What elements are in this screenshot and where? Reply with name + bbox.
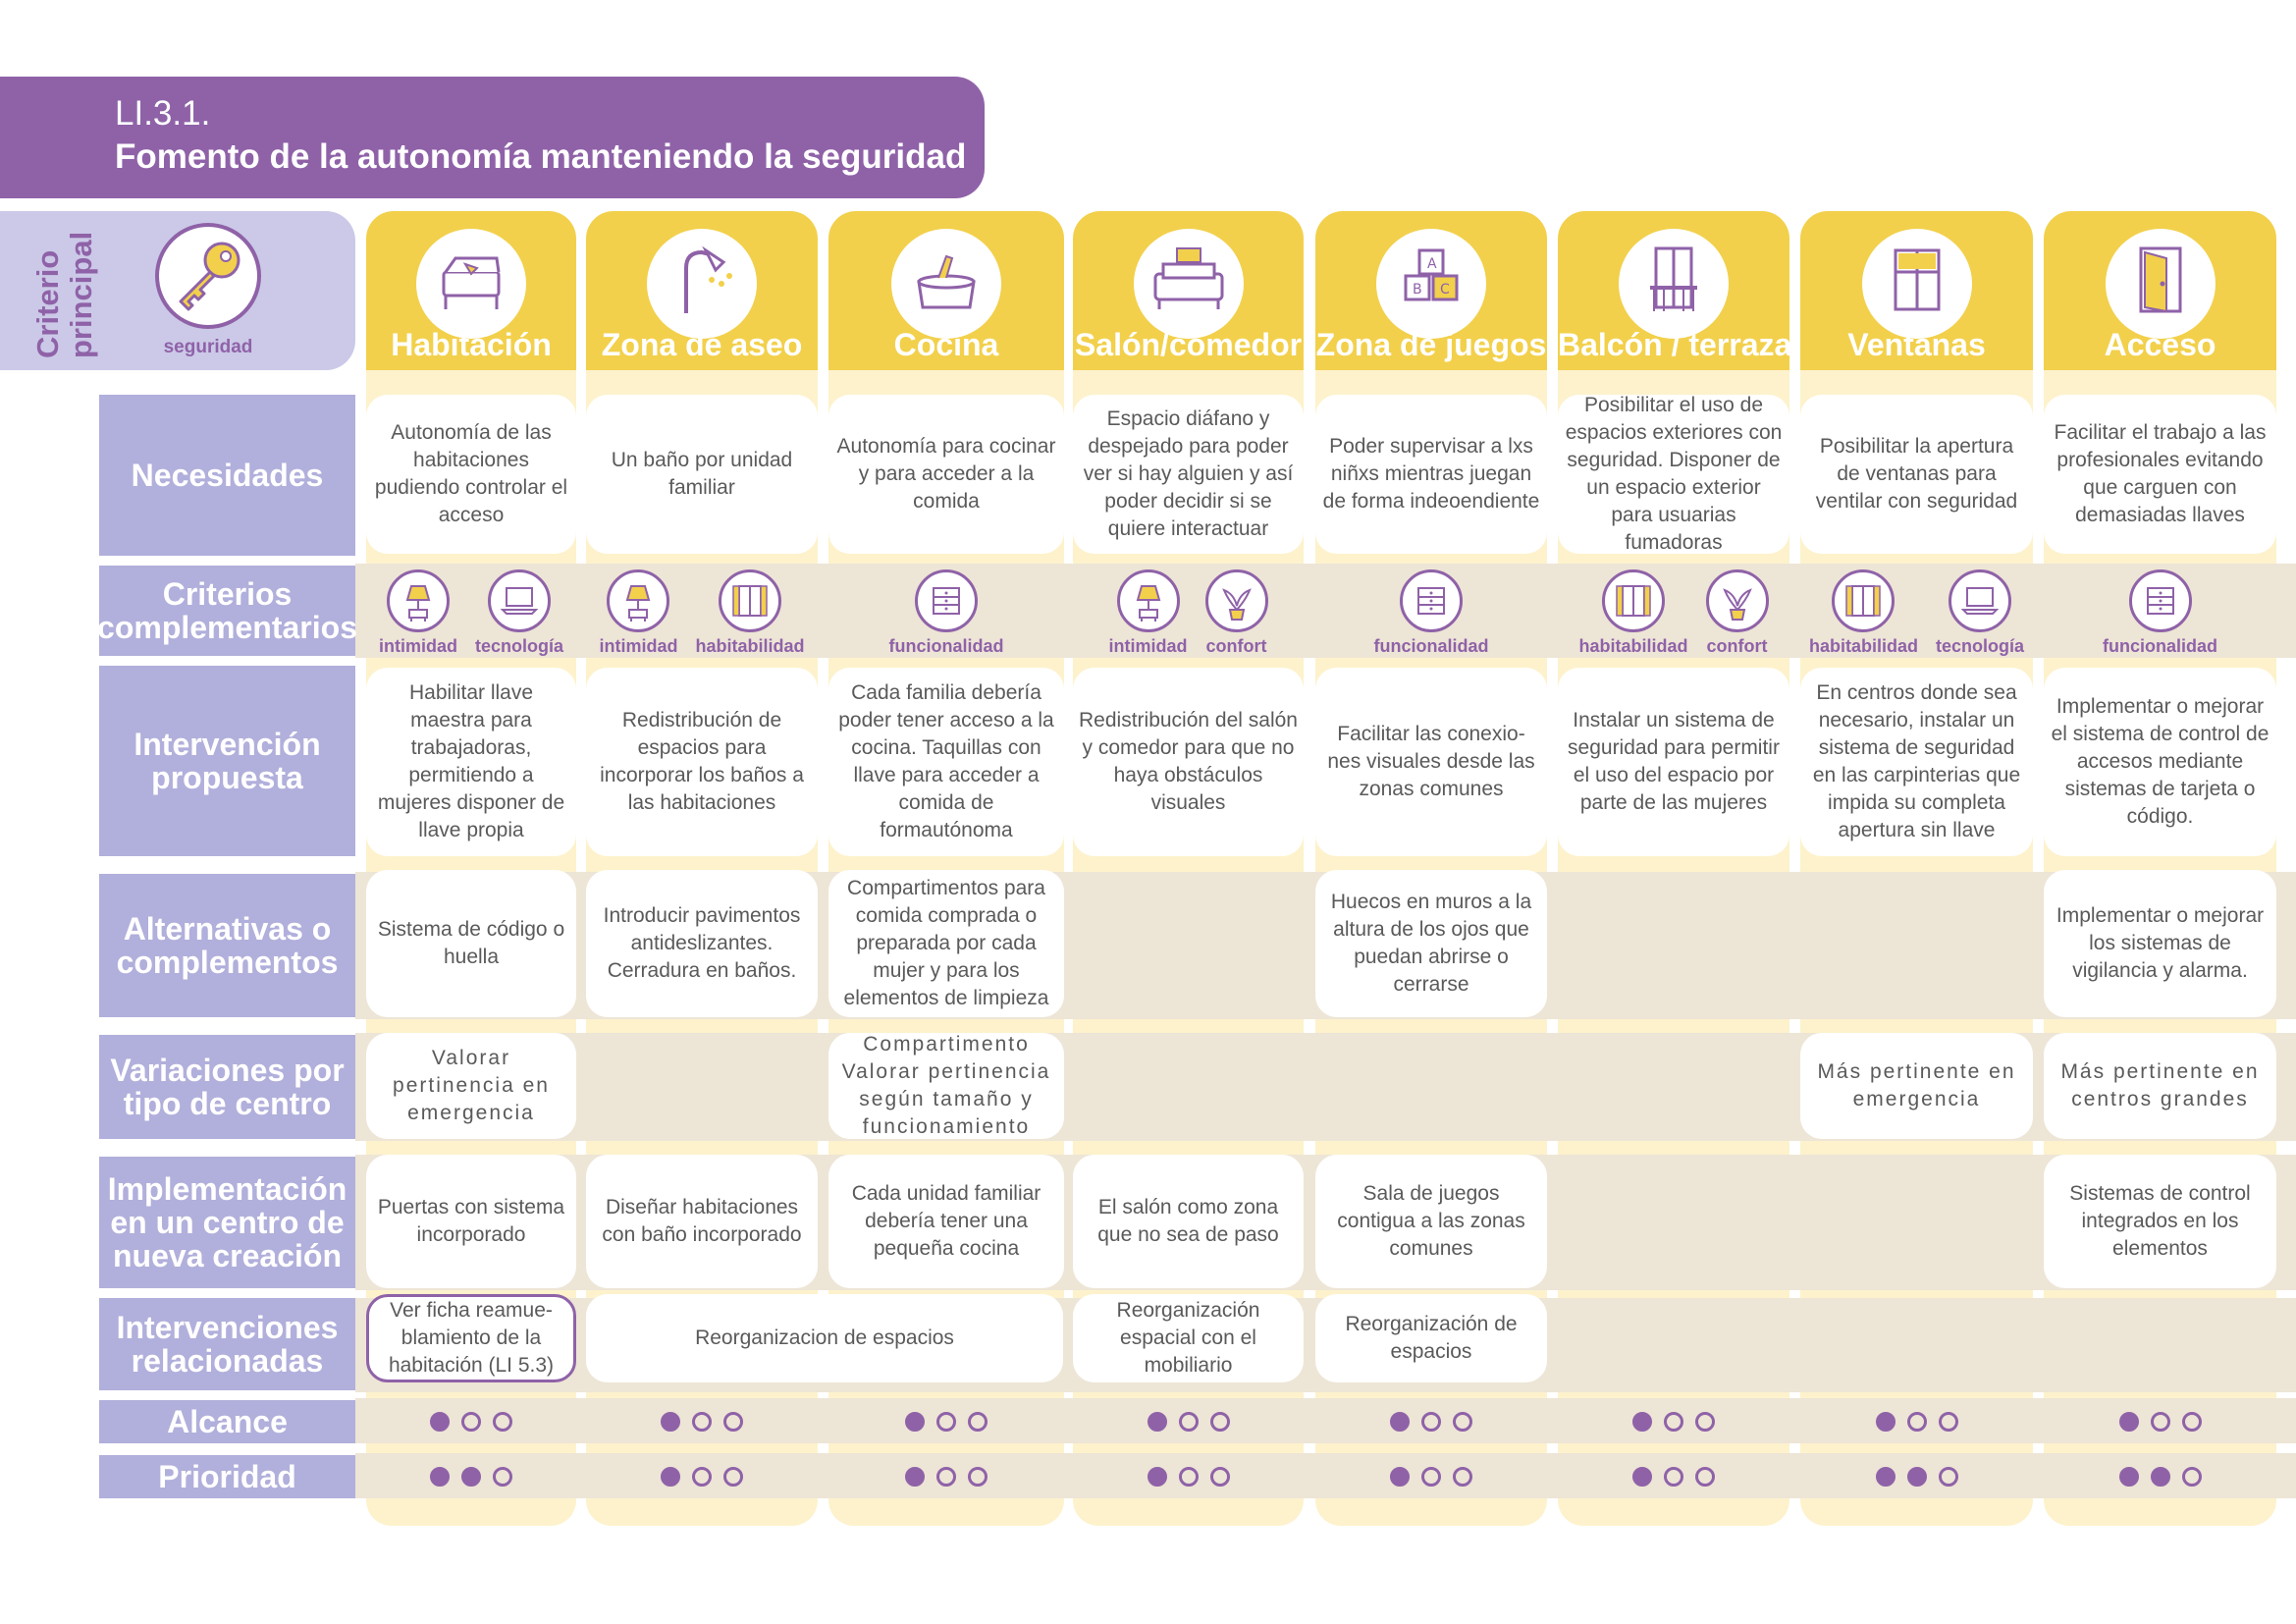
col-5-intervencion-cell: Facilitar las conexio-nes visuales desde las zonas comunes	[1315, 668, 1547, 856]
relacionada-salon: Reorganización espacial con el mobiliario	[1073, 1294, 1304, 1382]
criterio-label: funcionalidad	[1373, 636, 1489, 656]
row-label-implementacion: Implementación en un centro de nueva creación	[99, 1157, 355, 1288]
empty-dot	[2182, 1467, 2202, 1487]
col-4-necesidades-cell: Espacio diáfano y despejado para poder ver si hay alguien y así poder decidir si se quiere interactuar	[1073, 395, 1304, 554]
key-icon	[155, 223, 261, 329]
criterio-funcionalidad	[2103, 569, 2217, 660]
col-5-title: Zona de juegos	[1315, 327, 1547, 362]
sheet-code: LI.3.1.	[115, 94, 211, 133]
pot-icon	[891, 229, 1001, 339]
filled-dot	[1907, 1467, 1927, 1487]
empty-dot	[1179, 1467, 1199, 1487]
col-7-variaciones-cell: Más pertinente en emergencia	[1800, 1033, 2033, 1139]
col-2-alternativas-cell: Introducir pavimentos antideslizantes. Cerradura en baños.	[586, 870, 818, 1017]
col-8-prioridad-rating	[2044, 1455, 2276, 1498]
criterio-label: intimidad	[1108, 636, 1188, 656]
col-1-alcance-rating	[366, 1400, 576, 1443]
criterio-habitabilidad	[695, 569, 804, 660]
col-1-header	[366, 211, 576, 370]
criterio-tecnología	[1936, 569, 2024, 660]
col-5-complementarios	[1315, 569, 1547, 660]
col-5-header	[1315, 211, 1547, 370]
col-1-necesidades-cell: Autonomía de las habitaciones pudiendo controlar el acceso	[366, 395, 576, 554]
criterio-principal	[0, 211, 355, 370]
filled-dot	[1390, 1467, 1410, 1487]
empty-dot	[1939, 1467, 1958, 1487]
col-7-necesidades-cell: Posibilitar la apertura de ventanas para ventilar con seguridad	[1800, 395, 2033, 554]
col-6-prioridad-rating	[1558, 1455, 1789, 1498]
lamp-icon	[1117, 569, 1180, 632]
col-4-header	[1073, 211, 1304, 370]
col-5-alternativas-cell: Huecos en muros a la altura de los ojos que puedan abrirse o cerrarse	[1315, 870, 1547, 1017]
criterio-label: habitabilidad	[1808, 636, 1918, 656]
col-3-header	[828, 211, 1064, 370]
blocks-icon	[1376, 229, 1486, 339]
col-7-alcance-rating	[1800, 1400, 2033, 1443]
criterio-tecnología	[475, 569, 563, 660]
empty-dot	[2151, 1412, 2170, 1432]
col-7-intervencion-cell: En centros donde sea necesario, instalar un sistema de seguridad en las carpinterias que impida su completa apertura sin llave	[1800, 668, 2033, 856]
filled-dot	[430, 1412, 450, 1432]
empty-dot	[968, 1412, 988, 1432]
col-1-complementarios	[366, 569, 576, 660]
filled-dot	[1148, 1467, 1167, 1487]
col-4-implementacion-cell: El salón como zona que no sea de paso	[1073, 1155, 1304, 1288]
door-icon	[2106, 229, 2216, 339]
filled-dot	[661, 1467, 680, 1487]
empty-dot	[1421, 1412, 1441, 1432]
filled-dot	[661, 1412, 680, 1432]
criterio-habitabilidad	[1578, 569, 1687, 660]
svg-text:C: C	[1440, 282, 1450, 298]
empty-dot	[1664, 1467, 1683, 1487]
criterio-intimidad	[379, 569, 457, 660]
col-2-implementacion-cell: Diseñar habitaciones con baño incorporado	[586, 1155, 818, 1288]
criterio-label: habitabilidad	[1578, 636, 1688, 656]
criterio-habitabilidad	[1809, 569, 1918, 660]
col-3-alternativas-cell: Compartimentos para comida comprada o preparada por cada mujer y para los elementos de limpieza	[828, 870, 1064, 1017]
col-4-alcance-rating	[1073, 1400, 1304, 1443]
col-1-alternativas-cell: Sistema de código o huella	[366, 870, 576, 1017]
empty-dot	[1179, 1412, 1199, 1432]
empty-dot	[1695, 1412, 1715, 1432]
filled-dot	[1148, 1412, 1167, 1432]
row-label-alternativas: Alternativas o complementos	[99, 874, 355, 1017]
empty-dot	[1210, 1412, 1230, 1432]
filled-dot	[905, 1467, 925, 1487]
lamp-icon	[607, 569, 669, 632]
col-3-title: Cocina	[893, 327, 999, 362]
col-6-intervencion-cell: Instalar un sistema de seguridad para permitir el uso del espacio por parte de las mujeres	[1558, 668, 1789, 856]
criterio-label: tecnología	[1936, 636, 2025, 656]
shower-icon	[647, 229, 757, 339]
windows-icon	[1862, 229, 1972, 339]
col-5-necesidades-cell: Poder supervisar a lxs niñxs mientras juegan de forma indeoendiente	[1315, 395, 1547, 554]
plant-icon	[1205, 569, 1268, 632]
col-8-title: Acceso	[2104, 327, 2216, 362]
empty-dot	[2182, 1412, 2202, 1432]
dresser-icon	[2129, 569, 2192, 632]
criterio-confort	[1706, 569, 1769, 660]
col-6-alcance-rating	[1558, 1400, 1789, 1443]
col-6-necesidades-cell: Posibilitar el uso de espacios exteriores con seguridad. Disponer de un espacio exterior para usuarias fumadoras	[1558, 395, 1789, 554]
svg-text:A: A	[1427, 256, 1437, 272]
col-2-header	[586, 211, 818, 370]
criterio-principal-name: seguridad	[163, 337, 253, 357]
empty-dot	[723, 1467, 743, 1487]
col-4-complementarios	[1073, 569, 1304, 660]
row-label-intervencion: Intervención propuesta	[99, 666, 355, 856]
svg-text:B: B	[1413, 282, 1422, 298]
relacionada-habitacion[interactable]: Ver ficha reamue-blamiento de la habitación (LI 5.3)	[366, 1294, 576, 1382]
filled-dot	[2119, 1467, 2139, 1487]
col-5-alcance-rating	[1315, 1400, 1547, 1443]
laptop-icon	[1949, 569, 2011, 632]
col-1-implementacion-cell: Puertas con sistema incorporado	[366, 1155, 576, 1288]
filled-dot	[1876, 1467, 1896, 1487]
col-1-prioridad-rating	[366, 1455, 576, 1498]
empty-dot	[723, 1412, 743, 1432]
col-8-implementacion-cell: Sistemas de control integrados en los elementos	[2044, 1155, 2276, 1288]
criterio-funcionalidad	[1374, 569, 1489, 660]
col-8-complementarios	[2044, 569, 2276, 660]
col-1-intervencion-cell: Habilitar llave maestra para trabajadoras, permitiendo a mujeres disponer de llave propia	[366, 668, 576, 856]
row-label-alcance: Alcance	[99, 1400, 355, 1443]
col-3-variaciones-cell: Compartimento Valorar pertinencia según tamaño y funcionamiento	[828, 1033, 1064, 1139]
col-1-title: Habitación	[391, 327, 552, 362]
empty-dot	[936, 1412, 956, 1432]
empty-dot	[1664, 1412, 1683, 1432]
empty-dot	[1695, 1467, 1715, 1487]
empty-dot	[1210, 1467, 1230, 1487]
filled-dot	[430, 1467, 450, 1487]
col-6-header	[1558, 211, 1792, 370]
col-3-implementacion-cell: Cada unidad familiar debería tener una pequeña cocina	[828, 1155, 1064, 1288]
relacionada-aseo-cocina: Reorganizacion de espacios	[586, 1294, 1063, 1382]
row-label-necesidades: Necesidades	[99, 395, 355, 556]
empty-dot	[493, 1467, 512, 1487]
window-icon	[1832, 569, 1895, 632]
page-title: Fomento de la autonomía manteniendo la seguridad	[115, 137, 967, 176]
empty-dot	[1421, 1467, 1441, 1487]
col-3-alcance-rating	[828, 1400, 1064, 1443]
col-5-implementacion-cell: Sala de juegos contigua a las zonas comunes	[1315, 1155, 1547, 1288]
col-1-variaciones-cell: Valorar pertinencia en emergencia	[366, 1033, 576, 1139]
empty-dot	[1453, 1412, 1472, 1432]
col-8-alternativas-cell: Implementar o mejorar los sistemas de vigilancia y alarma.	[2044, 870, 2276, 1017]
filled-dot	[1632, 1467, 1652, 1487]
filled-dot	[2151, 1467, 2170, 1487]
criterio-confort	[1205, 569, 1268, 660]
empty-dot	[1453, 1467, 1472, 1487]
col-3-necesidades-cell: Autonomía para cocinar y para acceder a la comida	[828, 395, 1064, 554]
lamp-icon	[387, 569, 450, 632]
window-icon	[719, 569, 781, 632]
empty-dot	[968, 1467, 988, 1487]
row-label-criterios: Criterios complementarios	[99, 566, 355, 656]
criterio-label: habitabilidad	[695, 636, 805, 656]
col-6-title: Balcón / terraza	[1558, 327, 1792, 362]
empty-dot	[1907, 1412, 1927, 1432]
relacionada-juegos: Reorganización de espacios	[1315, 1294, 1547, 1382]
criterio-label: funcionalidad	[888, 636, 1004, 656]
bed-icon	[416, 229, 526, 339]
empty-dot	[461, 1412, 481, 1432]
col-4-intervencion-cell: Redistribución del salón y comedor para que no haya obstáculos visuales	[1073, 668, 1304, 856]
plant-icon	[1706, 569, 1769, 632]
window-icon	[1602, 569, 1665, 632]
col-7-prioridad-rating	[1800, 1455, 2033, 1498]
filled-dot	[1876, 1412, 1896, 1432]
laptop-icon	[488, 569, 551, 632]
col-8-necesidades-cell: Facilitar el trabajo a las profesionales evitando que carguen con demasiadas llaves	[2044, 395, 2276, 554]
col-3-intervencion-cell: Cada familia debería poder tener acceso a la cocina. Taquillas con llave para acceder a comida de formautónoma	[828, 668, 1064, 856]
col-3-complementarios	[828, 569, 1064, 660]
criterio-label: intimidad	[378, 636, 457, 656]
filled-dot	[905, 1412, 925, 1432]
row-label-variaciones: Variaciones por tipo de centro	[99, 1035, 355, 1139]
empty-dot	[692, 1467, 712, 1487]
col-8-alcance-rating	[2044, 1400, 2276, 1443]
filled-dot	[2119, 1412, 2139, 1432]
page-header	[0, 77, 985, 198]
col-4-prioridad-rating	[1073, 1455, 1304, 1498]
col-2-alcance-rating	[586, 1400, 818, 1443]
criterio-intimidad	[599, 569, 677, 660]
col-8-header	[2044, 211, 2276, 370]
col-2-necesidades-cell: Un baño por unidad familiar	[586, 395, 818, 554]
criterio-label: confort	[1706, 636, 1768, 656]
col-2-prioridad-rating	[586, 1455, 818, 1498]
row-label-intervenciones: Intervenciones relacionadas	[99, 1298, 355, 1390]
empty-dot	[1939, 1412, 1958, 1432]
dresser-icon	[1400, 569, 1463, 632]
criterio-principal-label: Criterio principal	[30, 231, 98, 358]
col-5-prioridad-rating	[1315, 1455, 1547, 1498]
sofa-icon	[1134, 229, 1244, 339]
col-7-header	[1800, 211, 2033, 370]
empty-dot	[936, 1467, 956, 1487]
criterio-funcionalidad	[889, 569, 1004, 660]
col-2-intervencion-cell: Redistribución de espacios para incorporar los baños a las habitaciones	[586, 668, 818, 856]
col-7-complementarios	[1800, 569, 2033, 660]
col-2-complementarios	[586, 569, 818, 660]
col-4-title: Salón/comedor	[1074, 327, 1303, 362]
col-2-title: Zona de aseo	[601, 327, 803, 362]
filled-dot	[1390, 1412, 1410, 1432]
balcony-icon	[1619, 229, 1729, 339]
col-7-title: Ventanas	[1847, 327, 1986, 362]
row-label-prioridad: Prioridad	[99, 1455, 355, 1498]
col-8-intervencion-cell: Implementar o mejorar el sistema de control de accesos mediante sistemas de tarjeta o código.	[2044, 668, 2276, 856]
criterio-label: tecnología	[474, 636, 563, 656]
filled-dot	[1632, 1412, 1652, 1432]
criterio-label: funcionalidad	[2103, 636, 2217, 656]
criterio-label: intimidad	[599, 636, 678, 656]
dresser-icon	[915, 569, 978, 632]
col-6-complementarios	[1558, 569, 1789, 660]
col-8-variaciones-cell: Más pertinente en centros grandes	[2044, 1033, 2276, 1139]
empty-dot	[692, 1412, 712, 1432]
filled-dot	[461, 1467, 481, 1487]
empty-dot	[493, 1412, 512, 1432]
col-3-prioridad-rating	[828, 1455, 1064, 1498]
criterio-label: confort	[1205, 636, 1267, 656]
criterio-intimidad	[1109, 569, 1188, 660]
